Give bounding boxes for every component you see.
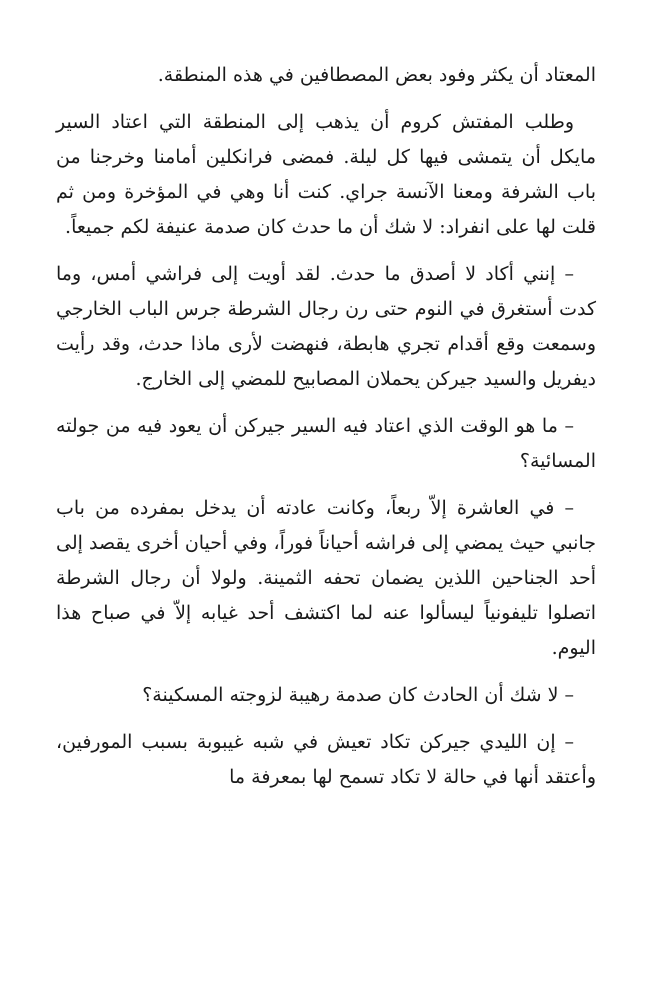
paragraph: وطلب المفتش كروم أن يذهب إلى المنطقة التي اعتاد السير مايكل أن يتمشى فيها كل ليلة. فمضى فرانكلين أمامنا وخرجنا من باب الشرفة ومعنا الآنسة جراي. كنت أنا وهي في المؤخرة ومن ثم قلت لها على انفراد: لا شك أن ما حدث كان صدمة عنيفة لكم جميعاً. (56, 111, 596, 238)
paragraph: – ما هو الوقت الذي اعتاد فيه السير جيركن أن يعود فيه من جولته المسائية؟ (56, 415, 596, 472)
paragraph: – لا شك أن الحادث كان صدمة رهيبة لزوجته المسكينة؟ (142, 684, 574, 706)
paragraph: – إنني أكاد لا أصدق ما حدث. لقد أويت إلى فراشي أمس، وما كدت أستغرق في النوم حتى رن رجال الشرطة جرس الباب الخارجي وسمعت وقع أقدام تجري هابطة، فنهضت لأرى ماذا حدث، وقد رأيت ديفريل والسيد جيركن يحملان المصابيح للمضي إلى الخارج. (56, 263, 596, 390)
paragraph: – إن الليدي جيركن تكاد تعيش في شبه غيبوبة بسبب المورفين، وأعتقد أنها في حالة لا تكاد تسمح لها بمعرفة ما (56, 731, 596, 788)
paragraph: المعتاد أن يكثر وفود بعض المصطافين في هذه المنطقة. (157, 64, 596, 86)
paragraph: – في العاشرة إلاّ ربعاً، وكانت عادته أن يدخل بمفرده من باب جانبي حيث يمضي إلى فراشه أحياناً فوراً، وفي أحيان أخرى يقصد إلى أحد الجناحين اللذين يضمان تحفه الثمينة. ولولا أن رجال الشرطة اتصلوا تليفونياً ليسألوا عنه لما اكتشف أحد غيابه إلاّ في صباح هذا اليوم. (56, 497, 596, 659)
book-page (56, 58, 596, 807)
